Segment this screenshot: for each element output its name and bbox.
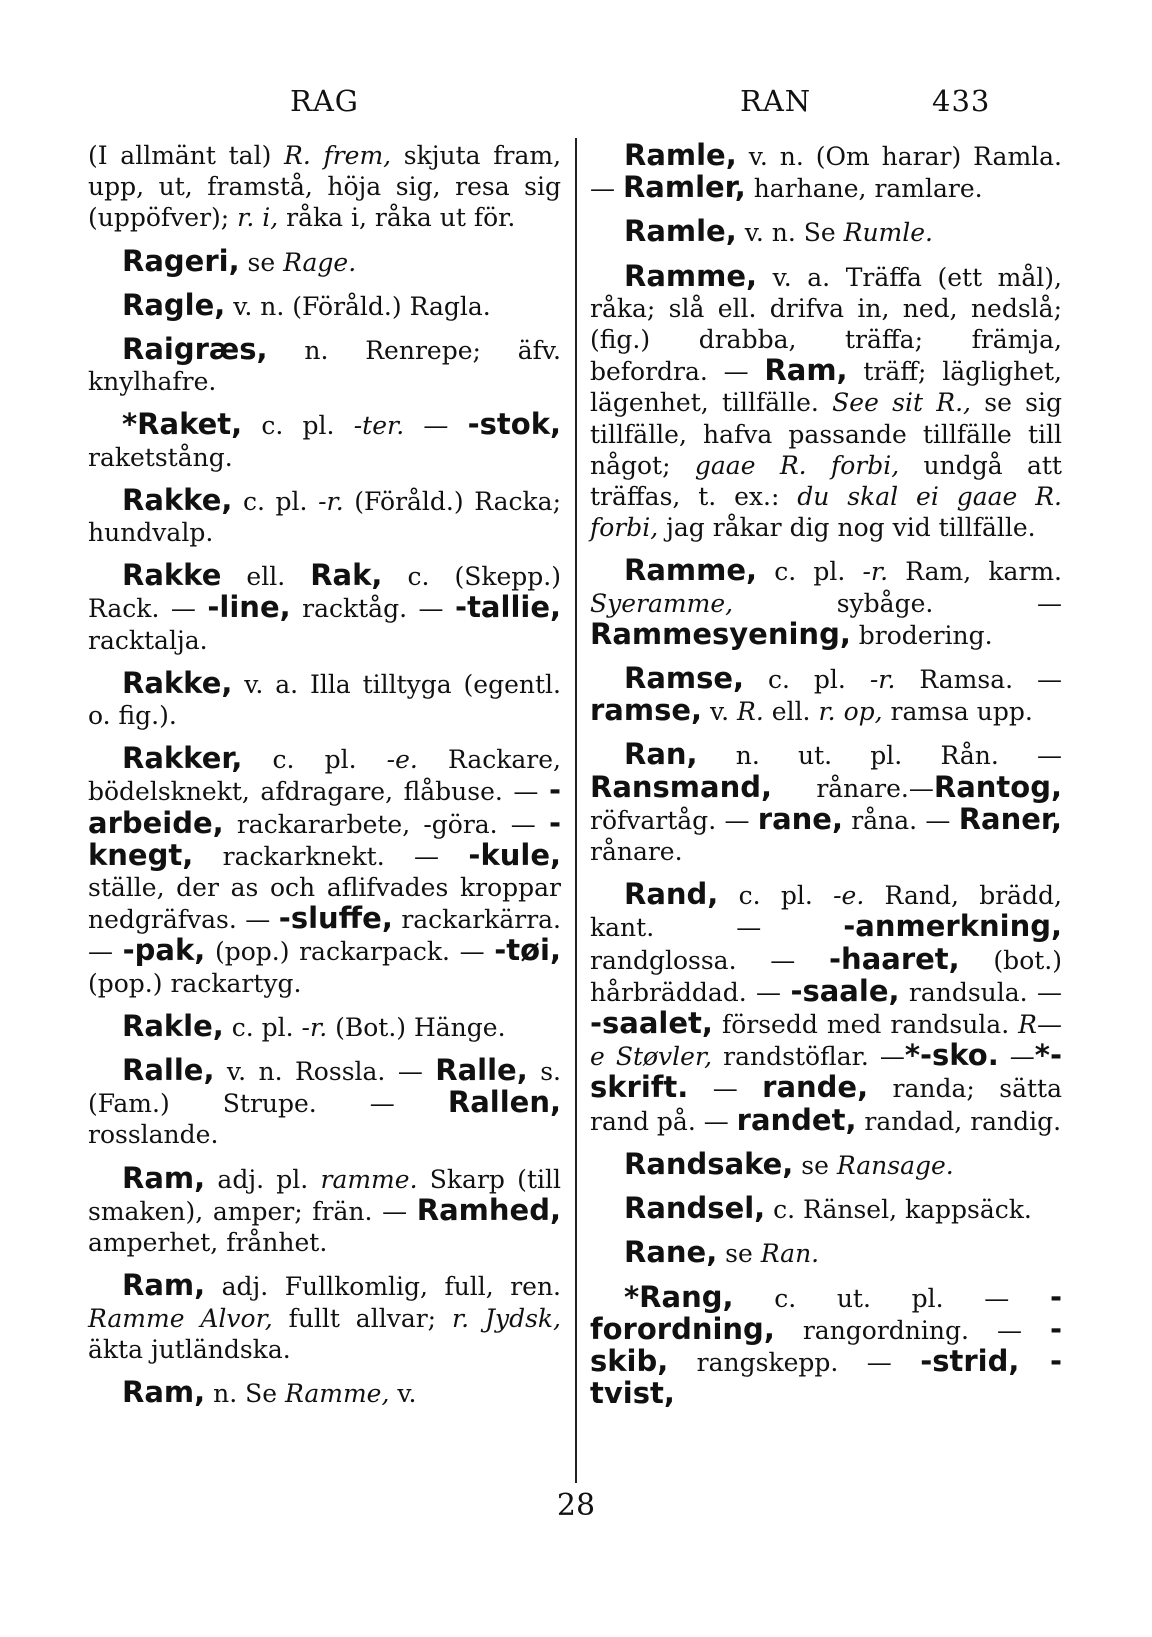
definition-text: c. Ränsel, kappsäck. [765,1195,1032,1225]
headword: -tallie, [455,590,562,625]
definition-text: Rand, brädd, kant. — [590,881,1063,943]
italic-text: r. Jydsk, [451,1303,561,1333]
definition-text: (Föråld.) Racka; hundvalp. [88,486,561,548]
headword: -sluffe, [278,901,393,936]
definition-text: brodering. [850,620,993,650]
headword: randet, [736,1102,857,1137]
definition-text: rånare.— [772,773,934,803]
dictionary-entry [590,663,1062,727]
dictionary-entry [590,555,1062,651]
page-number: 433 [932,84,991,118]
definition-text: se [793,1150,837,1180]
definition-text: träff; läglighet, lägenhet, tillfälle. [590,357,1062,418]
definition-text: undgå att träffas, t. ex.: [590,450,1062,512]
headword: Rakker, [122,741,243,776]
italic-text: du skal ei gaae R. forbi, [590,482,1062,543]
headword: Ramler, [622,170,746,205]
running-head-center: RAN [740,84,812,118]
definition-text: rackararbete, -göra. — [223,809,549,839]
definition-text: v. a. Träffa (ett mål), råka; slå ell. drifva in, ned, nedslå; (fig.) drabba, träffa; främja, befordra. — [590,262,1062,387]
definition-text: c. pl. [232,486,319,516]
definition-text: Ramsa. — [895,665,1062,695]
italic-text: Ramme Alvor, [88,1303,273,1333]
headword: -forordning, [590,1279,1062,1346]
dictionary-entry [590,216,1062,248]
dictionary-entry [590,739,1062,867]
definition-text: amperhet, frånhet. [88,1228,328,1258]
headword: Ramhed, [416,1192,561,1227]
definition-text: n. Renrepe; äfv. knylhafre. [88,336,561,397]
headword: Ramme, [624,258,758,293]
headword: -anmerkning, [843,909,1062,944]
headword: Rageri, [122,243,240,278]
definition-text: v. n. Se [736,218,844,248]
definition-text: c. pl. [718,881,834,911]
definition-text: rangordning. — [774,1315,1050,1345]
dictionary-entry [88,1055,561,1151]
headword: -stok, [467,407,561,442]
dictionary-entry [88,1270,561,1365]
headword: Ralle, [435,1053,528,1088]
dictionary-entry [88,743,561,999]
definition-text: (pop.) rackarpack. — [205,937,495,967]
headword: -knegt, [88,805,561,872]
definition-text: (Bot.) Hänge. [327,1012,506,1042]
headword: Ransmand, [590,769,773,804]
headword: Rand, [624,877,719,912]
dictionary-entry [88,1160,561,1259]
headword: -saale, [790,973,900,1008]
dictionary-entry [590,1237,1062,1269]
headword: Ramme, [624,553,758,588]
definition-text: röfvartåg. — [590,805,758,835]
definition-text: c. pl. [242,745,387,775]
running-head-left: RAG [290,84,359,118]
definition-text: v. n. (Föråld.) Ragla. [225,291,491,321]
italic-text: -r. [862,557,889,587]
definition-text: n. Se [205,1378,285,1408]
definition-text: (pop.) rackartyg. [88,968,302,998]
headword: -arbeide, [88,773,561,840]
definition-text: äkta jutländska. [88,1334,291,1364]
headword: *Rang, [624,1279,734,1314]
italic-text: Rage. [283,247,357,277]
headword: Rak, [310,558,383,593]
dictionary-entry [88,243,561,278]
dictionary-entry [590,140,1062,204]
definition-text: c. pl. [223,1012,302,1042]
headword: Randsake, [624,1146,794,1181]
dictionary-entry [88,287,561,322]
italic-text: Syeramme, [590,588,734,618]
headword: -kule, [468,837,561,872]
dictionary-entry [88,1374,561,1409]
italic-text: gaae R. forbi, [694,450,900,480]
dictionary-entry [590,1279,1063,1411]
headword: Rane, [624,1235,718,1270]
definition-text: — [998,1042,1035,1072]
dictionary-entry [590,258,1062,544]
dictionary-entry [590,1193,1062,1225]
italic-text: R. frem, [284,141,392,170]
headword: *-sko. [904,1038,999,1073]
dictionary-entry [88,1008,561,1043]
definition-text: rackarknekt. — [193,841,469,871]
headword: Rantog, [933,769,1062,804]
headword: -strid, -tvist, [590,1343,1063,1411]
definition-text: se [717,1239,761,1269]
italic-text: -r. [318,486,344,516]
definition-text: c. pl. [744,665,870,695]
headword: *Raket, [122,407,243,442]
definition-text: s. (Fam.) Strupe. — [88,1057,561,1119]
definition-text: Rackare, bödelsknekt, afdragare, flåbuse. — [88,745,561,807]
definition-text: rosslande. [88,1120,219,1150]
definition-text: adj. Fullkomlig, full, ren. [205,1272,561,1302]
signature-mark: 28 [556,1488,596,1523]
right-column [590,140,1062,1422]
headword: -pak, [122,933,206,968]
headword: Rakke [122,558,222,593]
definition-text: c. pl. [757,557,863,587]
definition-text: Ram, karm. [888,557,1062,587]
definition-text: Skarp (till smaken), amper; frän. — [88,1164,561,1226]
definition-text: racktåg. — [290,594,456,624]
definition-text: adj. pl. [205,1164,321,1194]
definition-text: rackarkärra. — [88,905,561,967]
definition-text: racktalja. [88,625,208,655]
definition-text: harhane, ramlare. [745,174,983,204]
headword: Ralle, [122,1053,215,1088]
definition-text: — [404,411,468,441]
headword: Raigræs, [122,332,268,367]
italic-text: Ransage. [836,1150,954,1180]
definition-text: rangskepp. — [668,1347,921,1377]
dictionary-entry [590,1146,1062,1181]
dictionary-entry [88,560,561,656]
definition-text: (I allmänt tal) [88,141,285,170]
headword: -saalet, [590,1006,713,1041]
italic-text: -e. [833,881,865,911]
headword: -line, [207,590,291,625]
headword: -tøi, [494,933,561,968]
definition-text: fullt allvar; [272,1303,452,1333]
definition-text: randstöflar. — [712,1042,905,1072]
headword: Rakle, [122,1008,224,1043]
headword: *-skrift. [590,1038,1062,1105]
dictionary-entry [88,140,561,234]
definition-text: randglossa. — [590,945,830,975]
headword: ramse, [590,693,703,728]
definition-text: se sig tillfälle, hafva passande tillfälle till något; [590,388,1062,480]
headword: Ram, [122,1268,206,1303]
italic-text: Ran. [760,1239,820,1269]
dictionary-entry [88,334,561,397]
definition-text: ell. [763,697,819,727]
dictionary-entry [88,409,561,472]
definition-text: ställe, der as och aflifvades kroppar nedgräfvas. — [88,873,561,935]
headword: Ram, [122,1160,206,1195]
italic-text: R. [737,697,764,727]
definition-text: råka i, råka ut för. [278,203,516,233]
italic-text: Rumle. [843,218,933,248]
definition-text: v. [389,1378,417,1408]
definition-text: rånare. [590,837,683,867]
headword: Ran, [624,737,698,772]
definition-text: jag råkar dig nog vid tillfälle. [658,513,1036,543]
headword: -haaret, [829,941,960,976]
definition-text: (bot.) hårbräddad. — [590,945,1062,1007]
headword: Ram, [122,1374,206,1409]
italic-text: -r. [869,665,896,695]
italic-text: Ramme, [284,1378,390,1408]
definition-text: v. a. Illa tilltyga (egentl. o. fig.). [88,669,561,731]
definition-text: randa; sätta rand på. — [590,1074,1062,1136]
definition-text: ell. [221,562,311,592]
italic-text: ramme. [320,1164,418,1194]
definition-text: ramsa upp. [882,697,1033,727]
headword: Raner, [958,801,1062,836]
headword: Ramse, [624,661,745,696]
italic-text: -r. [301,1012,328,1042]
italic-text: r. i, [237,203,279,233]
definition-text: randsula. — [899,977,1062,1007]
definition-text: c. ut. pl. — [733,1283,1050,1313]
left-column [88,140,561,1421]
headword: Ramle, [624,214,737,249]
definition-text: v. [702,697,738,727]
definition-text: c. pl. [242,411,354,441]
headword: Rakke, [122,665,233,700]
definition-text: sybåge. — [733,588,1062,618]
headword: rane, [757,801,843,836]
headword: -skib, [590,1311,1062,1378]
definition-text: n. ut. pl. Rån. — [697,741,1062,771]
definition-text: råna. — [842,805,959,835]
definition-text: v. n. Rossla. — [214,1057,436,1087]
italic-text: R—e Støvler, [590,1010,1062,1072]
column-divider [575,138,577,1483]
definition-text: v. n. (Om harar) Ramla. — [590,142,1062,204]
italic-text: -e. [386,745,418,775]
headword: Randsel, [624,1191,766,1226]
definition-text: försedd med randsula. [712,1010,1019,1040]
definition-text: — [688,1074,763,1104]
headword: Rallen, [447,1085,561,1120]
definition-text: randad, randig. [856,1106,1062,1136]
headword: Ram, [764,353,848,388]
definition-text: c. (Skepp.) Rack. — [88,562,561,624]
headword: Rakke, [122,482,233,517]
headword: Rammesyening, [590,616,851,651]
headword: Ramle, [624,138,737,172]
dictionary-entry [590,879,1062,1137]
dictionary-entry [88,665,561,731]
italic-text: See sit R., [832,388,971,418]
headword: rande, [762,1070,869,1105]
definition-text: skjuta fram, upp, ut, framstå, höja sig, resa sig (uppöfver); [88,141,562,233]
headword: Ragle, [122,287,226,322]
italic-text: -ter. [353,411,405,441]
definition-text: se [239,247,284,277]
definition-text: raketstång. [88,442,233,472]
italic-text: r. op, [818,697,883,727]
dictionary-entry [88,482,561,548]
